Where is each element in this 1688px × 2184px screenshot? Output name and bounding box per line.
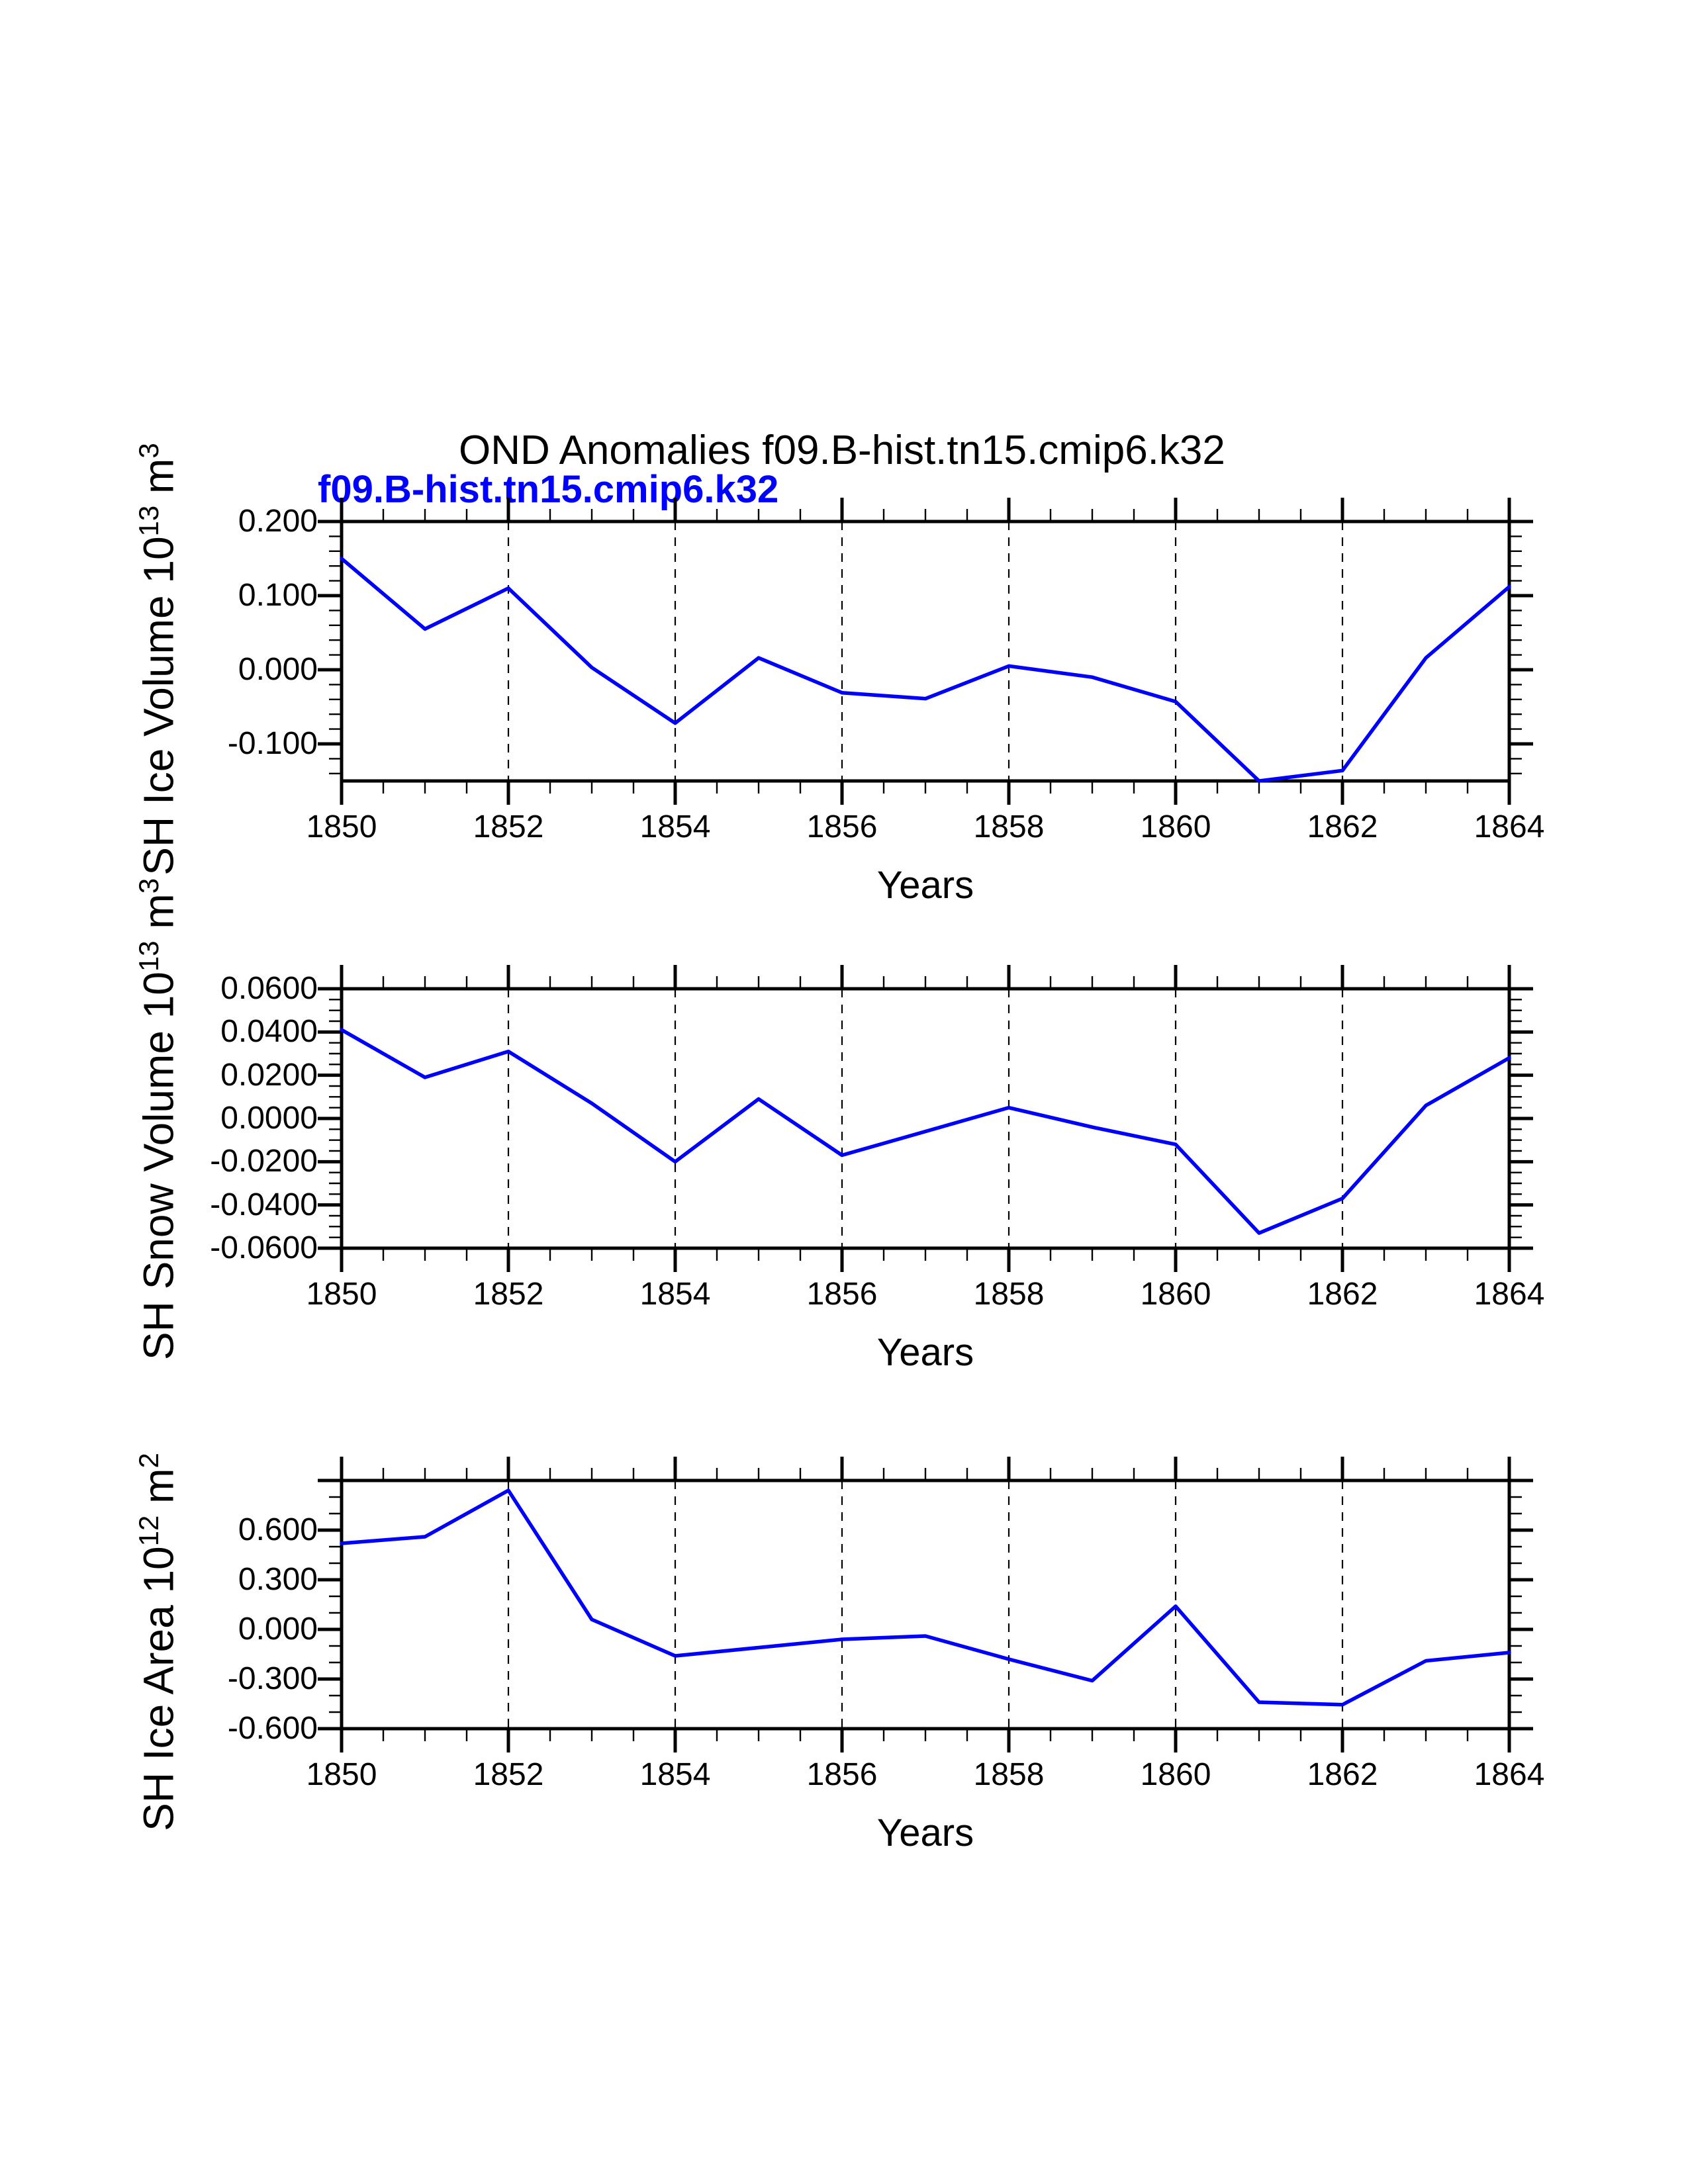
x-tick-label: 1852 bbox=[473, 809, 544, 844]
x-tick-label: 1854 bbox=[639, 1277, 711, 1312]
x-tick-label: 1864 bbox=[1474, 1757, 1545, 1792]
y-tick-label: 0.000 bbox=[238, 652, 318, 687]
x-tick-label: 1860 bbox=[1140, 809, 1211, 844]
x-tick-label: 1856 bbox=[806, 1757, 878, 1792]
x-tick-label: 1854 bbox=[639, 1757, 711, 1792]
y-tick-label: 0.600 bbox=[238, 1512, 318, 1547]
x-tick-label: 1850 bbox=[306, 1757, 377, 1792]
y-title-unit-exponent: 3 bbox=[133, 878, 164, 894]
x-tick-label: 1852 bbox=[473, 1757, 544, 1792]
y-tick-label: 0.300 bbox=[238, 1562, 318, 1597]
y-title-exponent: 13 bbox=[133, 505, 164, 537]
y-title-exponent: 13 bbox=[133, 940, 164, 972]
y-title-unit-exponent: 3 bbox=[133, 443, 164, 459]
x-tick-label: 1852 bbox=[473, 1277, 544, 1312]
x-axis-title: Years bbox=[876, 864, 974, 907]
x-tick-label: 1856 bbox=[806, 1277, 878, 1312]
x-tick-label: 1862 bbox=[1307, 1277, 1378, 1312]
y-tick-label: -0.300 bbox=[227, 1661, 318, 1696]
y-tick-label: 0.000 bbox=[238, 1612, 318, 1647]
y-tick-label: -0.0200 bbox=[210, 1144, 318, 1179]
legend-label: f09.B-hist.tn15.cmip6.k32 bbox=[318, 468, 779, 511]
x-tick-label: 1858 bbox=[973, 809, 1045, 844]
y-title-unit: m bbox=[134, 893, 183, 941]
y-tick-label: 0.0200 bbox=[220, 1058, 318, 1093]
x-tick-label: 1862 bbox=[1307, 1757, 1378, 1792]
y-tick-label: 0.0400 bbox=[220, 1014, 318, 1049]
y-title-unit: m bbox=[134, 1468, 183, 1516]
x-tick-label: 1864 bbox=[1474, 1277, 1545, 1312]
y-title-text: SH Snow Volume 10 bbox=[134, 972, 183, 1361]
plot-frame bbox=[342, 1480, 1509, 1729]
y-tick-label: -0.600 bbox=[227, 1711, 318, 1746]
y-title-exponent: 12 bbox=[133, 1515, 164, 1547]
y-tick-label: -0.0600 bbox=[210, 1230, 318, 1265]
page-title: OND Anomalies f09.B-hist.tn15.cmip6.k32 bbox=[459, 428, 1225, 473]
x-tick-label: 1864 bbox=[1474, 809, 1545, 844]
y-title-text: SH Ice Volume 10 bbox=[134, 536, 183, 876]
x-tick-label: 1858 bbox=[973, 1757, 1045, 1792]
y-title-text: SH Ice Area 10 bbox=[134, 1546, 183, 1831]
x-tick-label: 1860 bbox=[1140, 1277, 1211, 1312]
x-axis-title: Years bbox=[876, 1331, 974, 1374]
ice-volume-chart bbox=[295, 482, 1556, 821]
x-tick-label: 1854 bbox=[639, 809, 711, 844]
plot-frame bbox=[342, 989, 1509, 1248]
y-tick-label: -0.100 bbox=[227, 726, 318, 761]
data-line bbox=[342, 559, 1509, 781]
y-tick-label: 0.100 bbox=[238, 578, 318, 613]
data-line bbox=[342, 1490, 1509, 1705]
ice-area-chart bbox=[295, 1441, 1556, 1768]
y-tick-label: 0.0600 bbox=[220, 971, 318, 1006]
x-tick-label: 1862 bbox=[1307, 809, 1378, 844]
y-tick-label: -0.0400 bbox=[210, 1187, 318, 1222]
y-tick-label: 0.0000 bbox=[220, 1101, 318, 1136]
y-tick-label: 0.200 bbox=[238, 504, 318, 539]
x-tick-label: 1850 bbox=[306, 809, 377, 844]
y-title-unit-exponent: 2 bbox=[133, 1453, 164, 1469]
x-axis-title: Years bbox=[876, 1811, 974, 1854]
x-tick-label: 1860 bbox=[1140, 1757, 1211, 1792]
plot-frame bbox=[342, 522, 1509, 781]
x-tick-label: 1856 bbox=[806, 809, 878, 844]
y-title-unit: m bbox=[134, 458, 183, 506]
x-tick-label: 1850 bbox=[306, 1277, 377, 1312]
snow-volume-chart bbox=[295, 949, 1556, 1288]
x-tick-label: 1858 bbox=[973, 1277, 1045, 1312]
data-line bbox=[342, 1030, 1509, 1233]
